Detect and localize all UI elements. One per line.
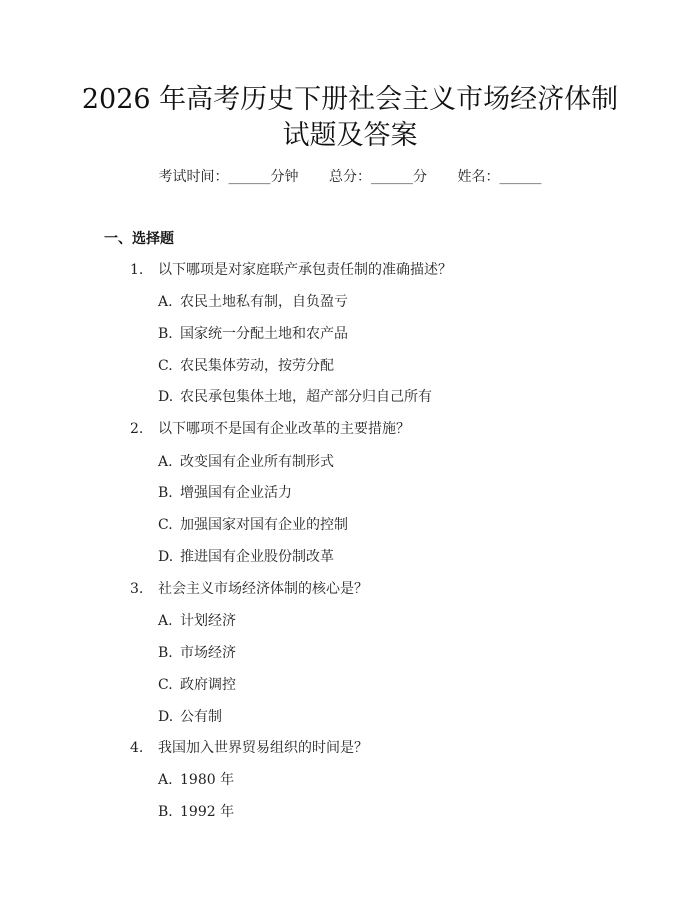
option-letter: D. — [158, 549, 174, 565]
question-number: 4. — [130, 740, 144, 756]
option-text: 1992 年 — [180, 804, 235, 820]
question-4 — [130, 738, 368, 758]
option-text: 改变国有企业所有制形式 — [180, 454, 334, 470]
section-heading: 一、选择题 — [104, 231, 174, 247]
question-text: 以下哪项是对家庭联产承包责任制的准确描述？ — [158, 262, 452, 278]
option-letter: C. — [158, 517, 173, 533]
question-3-option-a — [158, 611, 236, 631]
question-2-option-c — [158, 515, 348, 535]
option-text: 农民土地私有制，自负盈亏 — [180, 294, 348, 310]
question-text: 社会主义市场经济体制的核心是？ — [158, 581, 368, 597]
option-text: 公有制 — [180, 709, 222, 725]
option-text: 国家统一分配土地和农产品 — [180, 326, 348, 342]
question-3-option-d — [158, 707, 222, 727]
question-number: 1. — [130, 262, 144, 278]
total-score-field: 总分：______分 — [329, 169, 427, 185]
option-letter: A. — [158, 772, 173, 788]
option-text: 增强国有企业活力 — [180, 485, 292, 501]
question-2-option-a — [158, 452, 334, 472]
option-letter: A. — [158, 294, 173, 310]
exam-meta — [0, 167, 700, 187]
option-text: 农民集体劳动，按劳分配 — [180, 358, 334, 374]
page-title-line-2: 试题及答案 — [282, 120, 418, 151]
question-3-option-c — [158, 675, 236, 695]
question-1-option-d — [158, 387, 432, 407]
option-text: 1980 年 — [180, 772, 235, 788]
option-text: 政府调控 — [180, 677, 236, 693]
question-number: 3. — [130, 581, 144, 597]
student-name-field: 姓名：______ — [457, 169, 542, 185]
question-text: 以下哪项不是国有企业改革的主要措施？ — [158, 421, 410, 437]
exam-time-field: 考试时间：______分钟 — [158, 169, 299, 185]
question-4-option-b — [158, 802, 234, 822]
option-text: 计划经济 — [180, 613, 236, 629]
question-1-option-b — [158, 324, 348, 344]
option-letter: A. — [158, 454, 173, 470]
page-title-line-1: 2026 年高考历史下册社会主义市场经济体制 — [81, 84, 619, 115]
option-letter: C. — [158, 358, 173, 374]
option-letter: B. — [158, 326, 173, 342]
question-2-option-b — [158, 483, 292, 503]
option-text: 农民承包集体土地，超产部分归自己所有 — [180, 389, 432, 405]
question-2-option-d — [158, 547, 334, 567]
option-letter: B. — [158, 485, 173, 501]
option-letter: B. — [158, 804, 173, 820]
option-letter: B. — [158, 645, 173, 661]
option-text: 推进国有企业股份制改革 — [180, 549, 334, 565]
question-1-option-c — [158, 356, 334, 376]
option-letter: C. — [158, 677, 173, 693]
question-3 — [130, 579, 368, 599]
question-4-option-a — [158, 770, 234, 790]
option-text: 市场经济 — [180, 645, 236, 661]
question-3-option-b — [158, 643, 236, 663]
question-number: 2. — [130, 421, 144, 437]
question-1 — [130, 260, 452, 280]
option-text: 加强国家对国有企业的控制 — [180, 517, 348, 533]
question-2 — [130, 419, 410, 439]
option-letter: D. — [158, 709, 174, 725]
option-letter: A. — [158, 613, 173, 629]
question-text: 我国加入世界贸易组织的时间是？ — [158, 740, 368, 756]
option-letter: D. — [158, 389, 174, 405]
question-1-option-a — [158, 292, 348, 312]
